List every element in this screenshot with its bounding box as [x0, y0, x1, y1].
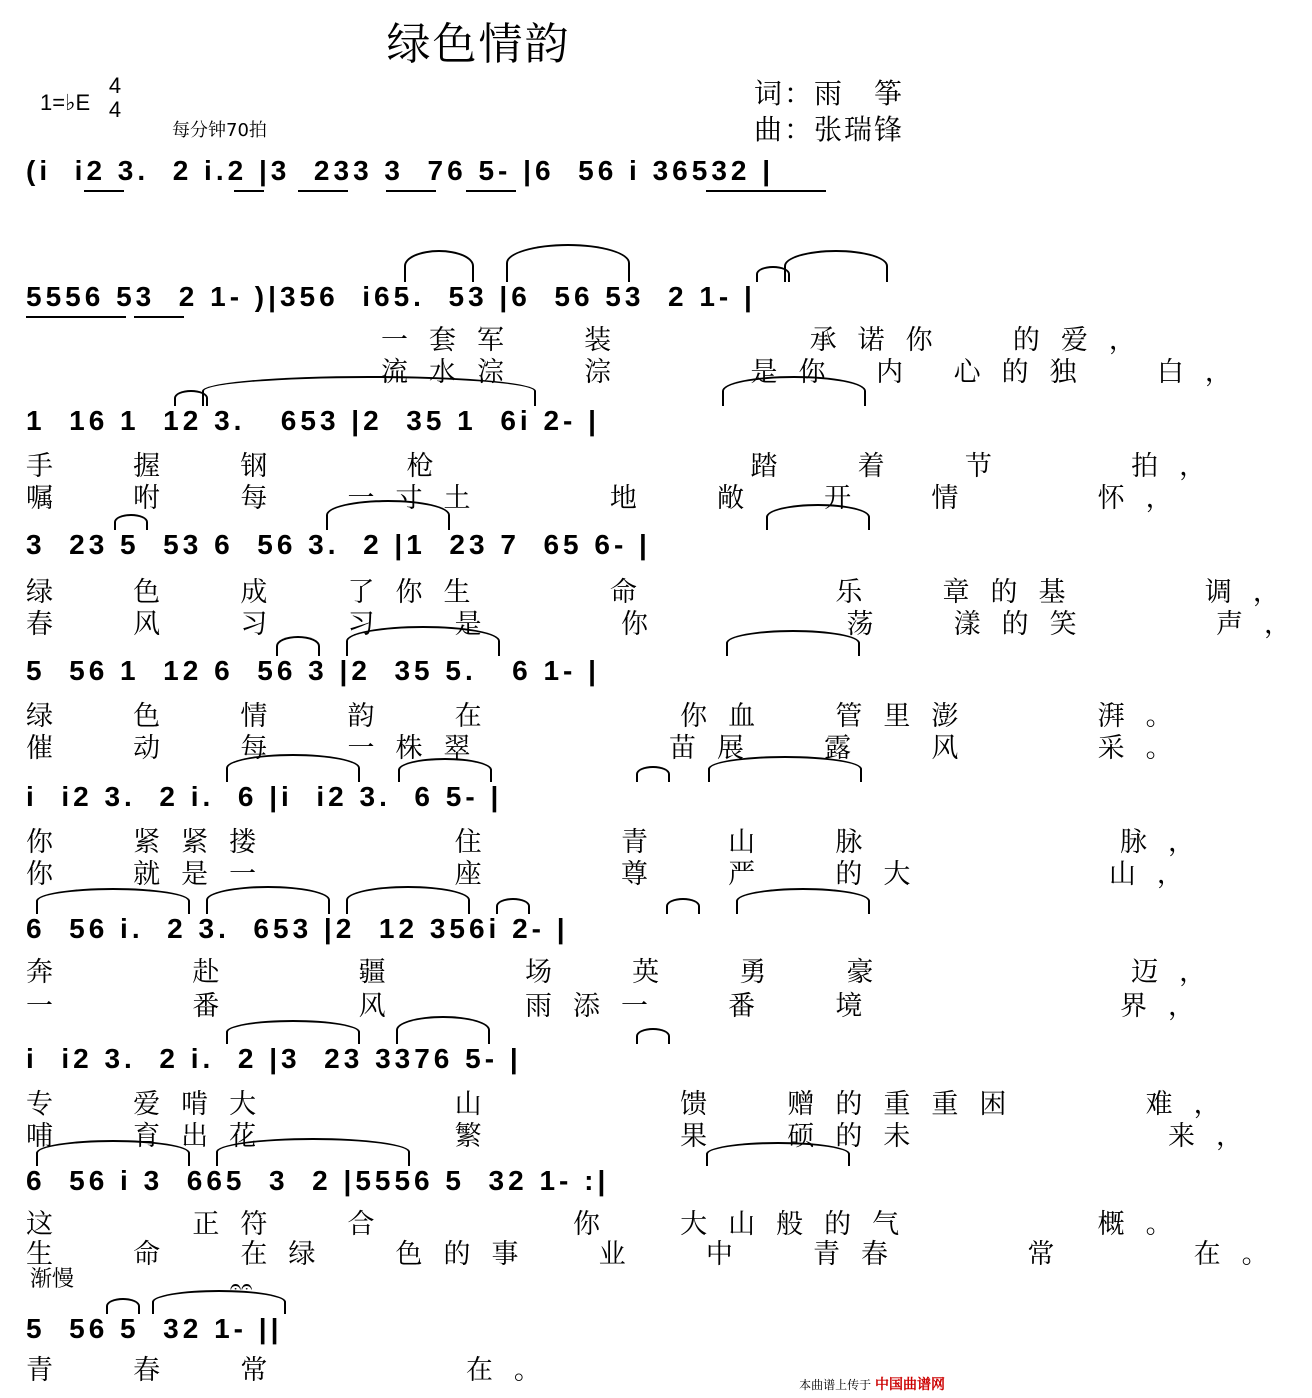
- lyric-line-3b: 嘱 咐 每 一寸土 地 敞 开 情 怀，: [26, 483, 1194, 514]
- lyric-line-10: 青 春 常 在。: [26, 1355, 562, 1386]
- lyric-line-4a: 绿 色 成 了你生 命 乐 章的基 调，: [26, 577, 1301, 608]
- time-signature-bottom: 4: [108, 97, 122, 122]
- score-line-1: [26, 154, 946, 204]
- notation-line-6: i i2 3. 2 i. 6 |i i2 3. 6 5- |: [26, 781, 503, 812]
- score-line-3: [26, 404, 946, 454]
- lyric-line-5a: 绿 色 情 韵 在 你血 管里澎 湃。: [26, 701, 1194, 732]
- score-line-5: [26, 654, 946, 704]
- notation-line-2: 5556 53 2 1- )|356 i65. 53 |6 56 53 2 1- |: [26, 281, 756, 312]
- score-line-7: [26, 912, 946, 962]
- footer: [799, 1374, 945, 1394]
- score-line-8: [26, 1042, 946, 1092]
- notation-line-4: 3 23 5 53 6 56 3. 2 |1 23 7 65 6- |: [26, 529, 651, 560]
- notation-line-1: (i i2 3. 2 i.2 |3 233 3 76 5- |6 56 i 36532 |: [26, 155, 775, 186]
- score-line-6: [26, 780, 946, 830]
- lyric-line-7a: 奔 赴 疆 场 英 勇 豪 迈，: [26, 957, 1228, 988]
- notation-line-5: 5 56 1 12 6 56 3 |2 35 5. 6 1- |: [26, 655, 600, 686]
- time-signature-top: 4: [108, 73, 122, 98]
- lyric-line-6a: 你 紧紧搂 住 青 山 脉 脉，: [26, 827, 1216, 858]
- lyric-line-3a: 手 握 钢 枪 踏 着 节 拍，: [26, 451, 1228, 482]
- fermata-icon: 𝄐𝄐: [230, 1274, 253, 1298]
- tempo-change-mark: 渐慢: [30, 1267, 75, 1292]
- time-signature: [104, 74, 126, 122]
- lyric-line-8a: 专 爱啃大 山 馈 赠的重重困 难，: [26, 1089, 1242, 1120]
- page-title: 绿色情韵: [386, 19, 571, 70]
- lyric-line-5b: 催 动 每 一株翠 苗展 露 风 采。: [26, 733, 1194, 764]
- score-line-9: [26, 1164, 946, 1214]
- lyric-line-2a: 一套军 装 承诺你 的爱，: [26, 325, 1157, 356]
- notation-line-3: 1 16 1 12 3. 653 |2 35 1 6i 2- |: [26, 405, 600, 436]
- lyric-line-8b: 哺 育出花 繁 果 硕的未 来，: [26, 1121, 1264, 1152]
- lyric-line-2b: 流水淙 淙 是你 内 心的独 白，: [26, 357, 1253, 388]
- lyric-line-9a: 这 正符 合 你 大山般的气 概。: [26, 1209, 1194, 1240]
- lyric-line-9b: 生 命 在绿 色的事 业 中 青春 常 在。: [26, 1239, 1290, 1270]
- footer-brand[interactable]: 中国曲谱网: [875, 1377, 945, 1393]
- footer-prefix: 本曲谱上传于: [799, 1378, 872, 1392]
- notation-line-9: 6 56 i 3 665 3 2 |5556 5 32 1- :|: [26, 1165, 610, 1196]
- key-signature: 1=♭E: [40, 90, 91, 115]
- lyricist-credit: 词：雨 筝: [754, 77, 905, 110]
- notation-line-10: 5 56 5 32 1- ||: [26, 1313, 283, 1344]
- lyric-line-7b: 一 番 风 雨添一 番 境 界，: [26, 991, 1216, 1022]
- notation-line-7: 6 56 i. 2 3. 653 |2 12 356i 2- |: [26, 913, 569, 944]
- lyric-line-4b: 春 风 习 习 是 你 荡 漾的笑 声，: [26, 609, 1312, 640]
- composer-credit: 曲：张瑞锋: [754, 113, 905, 146]
- score-line-4: [26, 528, 946, 578]
- lyric-line-6b: 你 就是一 座 尊 严 的大 山，: [26, 859, 1205, 890]
- notation-line-8: i i2 3. 2 i. 2 |3 23 3376 5- |: [26, 1043, 522, 1074]
- tempo-marking: 每分钟70拍: [172, 120, 267, 141]
- score-line-2: [26, 280, 946, 330]
